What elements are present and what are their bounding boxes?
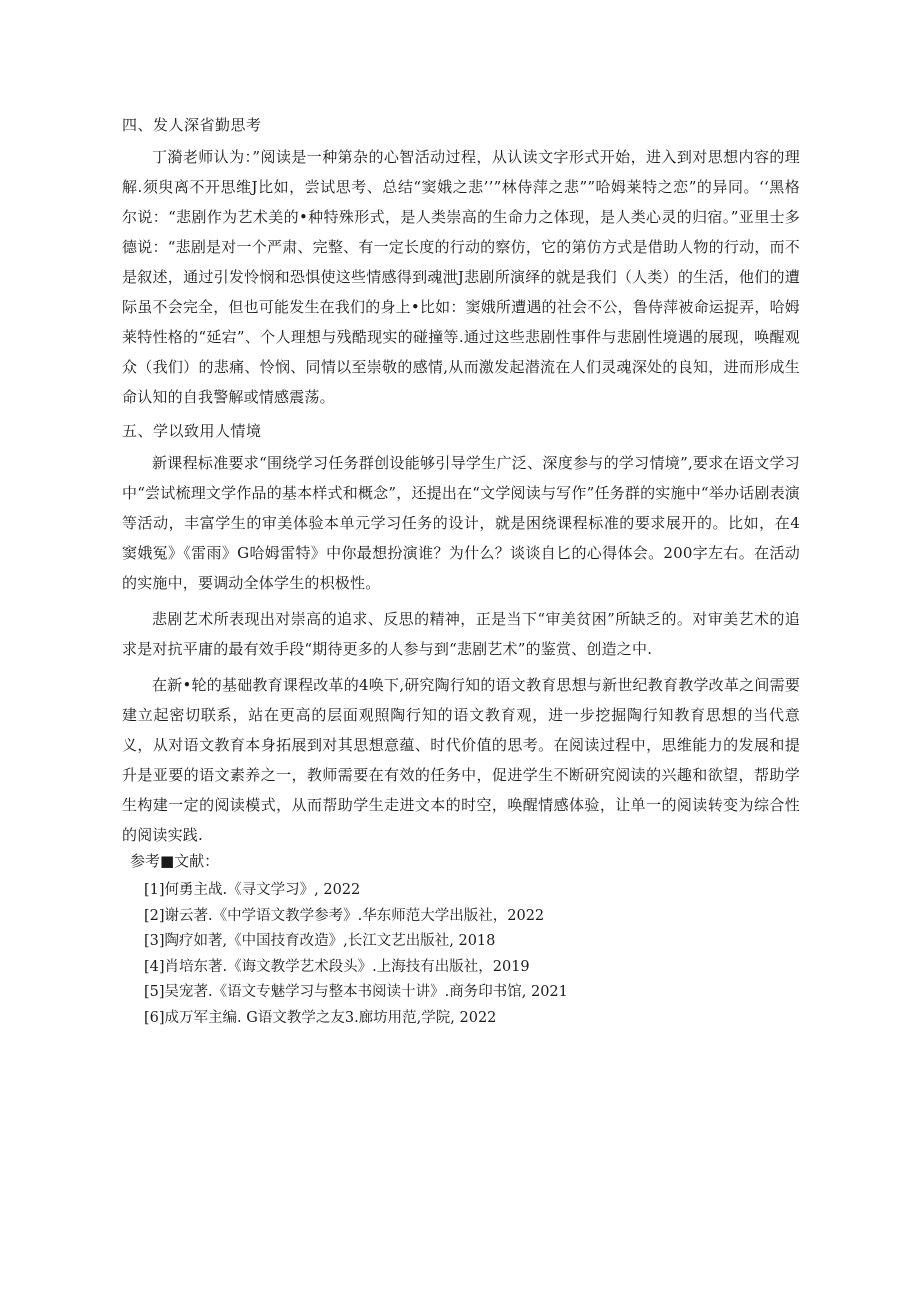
reference-item: [1]何勇主战.《寻文学习》, 2022 xyxy=(144,882,361,898)
document-body xyxy=(122,112,800,1031)
references-title: 参考■文献： xyxy=(130,852,220,870)
section-4 xyxy=(122,112,800,412)
reference-item: [5]吴宠著.《语文专魅学习与整本书阅读十讲》.商务印书馆, 2021 xyxy=(144,984,568,1000)
section-heading: 五、学以致用人情境 xyxy=(122,422,262,440)
paragraph: 悲剧艺术所表现出对崇高的追求、反思的精神，正是当下“审美贫困”所缺乏的。对审美艺术的追求是对抗平庸的最有效手段“期待更多的人参与到“悲剧艺术”的鉴赏、创造之中. xyxy=(122,610,800,658)
references xyxy=(122,850,800,1031)
reference-item: [6]成万军主编. G语文教学之友3.廊坊用范,学院, 2022 xyxy=(144,1009,497,1026)
references-list xyxy=(122,878,800,1031)
paragraph: 新课程标准要求“围绕学习任务群创设能够引导学生广泛、深度参与的学习情境”,要求在语文学习中“尝试梳理文学作品的基本样式和概念”，还提出在“文学阅读与写作”任务群的实施中“举办话剧表演等活动，丰富学生的审美体验本单元学习任务的设计，就是困绕课程标准的要求展开的。比如，在4窦娥冤》《雷雨》G哈姆雷特》中你最想扮演谁？为什么？谈谈自匕的心得体会。200字左右。在活动的实施中，要调动全体学生的枳极性。 xyxy=(122,454,800,592)
reference-item: [4]肖培东著.《诲文教学艺术段头》.上海技有出版社，2019 xyxy=(144,958,530,975)
section-5 xyxy=(122,418,800,850)
paragraph: 丁漪老师认为：”阅读是一种第杂的心智活动过程，从认读文字形式开始，进入到对思想内容的理解.须臾离不开思维J比如，尝试思考、总结“窦娥之悲’’”林侍萍之悲””哈姆莱特之恋”的异同。‘‘黑格尔说：“悲剧作为艺术美的•种特殊形式，是人类崇高的生命力之体现，是人类心灵的归宿。”亚里士多德说：“悲剧是对一个严肃、完整、有一定长度的行动的察仿，它的第仿方式是借助人物的行动，而不是叙述，通过引发怜悯和恐惧使这些情感得到魂泄J悲剧所演绎的就是我们（人类）的生活，他们的遭际虽不会完全，但也可能发生在我们的身上•比如：窦娥所遭遇的社会不公，鲁侍萍被命运捉弄，哈姆莱特性格的“延宕”、个人理想与残酷现实的碰撞等.通过这些悲剧性事件与悲剧性境遇的展现，唤醒观众（我们）的悲痛、怜悯、同情以至崇敬的感情,从而激发起潜流在人们灵魂深处的良知，进而形成生命认知的自我警解或情感震荡。 xyxy=(122,148,800,406)
section-heading: 四、发人深省勤思考 xyxy=(122,116,262,134)
reference-item: [3]陶疗如著,《中国技育改造》,长江文艺出版社, 2018 xyxy=(144,933,496,949)
paragraph: 在新•轮的基础教育课程改革的4唤下,研究陶行知的语文教育思想与新世纪教育教学改革之间需要建立起密切联系，站在更高的层面观照陶行知的语文教育观，进一步挖掘陶行知教育思想的当代意义，从对语文教育本身拓展到对其思想意蕴、时代价值的思考。在阅读过程中，思维能力的发展和提升是亚要的语文素养之一，教师需要在有效的任务中，促进学生不断研究阅读的兴趣和欲望，帮助学生构建一定的阅读模式，从而帮助学生走进文本的时空，唤醒情感体验，让单一的阅读转变为综合性的阅读实践. xyxy=(122,676,800,844)
reference-item: [2]谢云著.《中学语文教学参考》.华东师范大学出版社，2022 xyxy=(144,907,545,924)
